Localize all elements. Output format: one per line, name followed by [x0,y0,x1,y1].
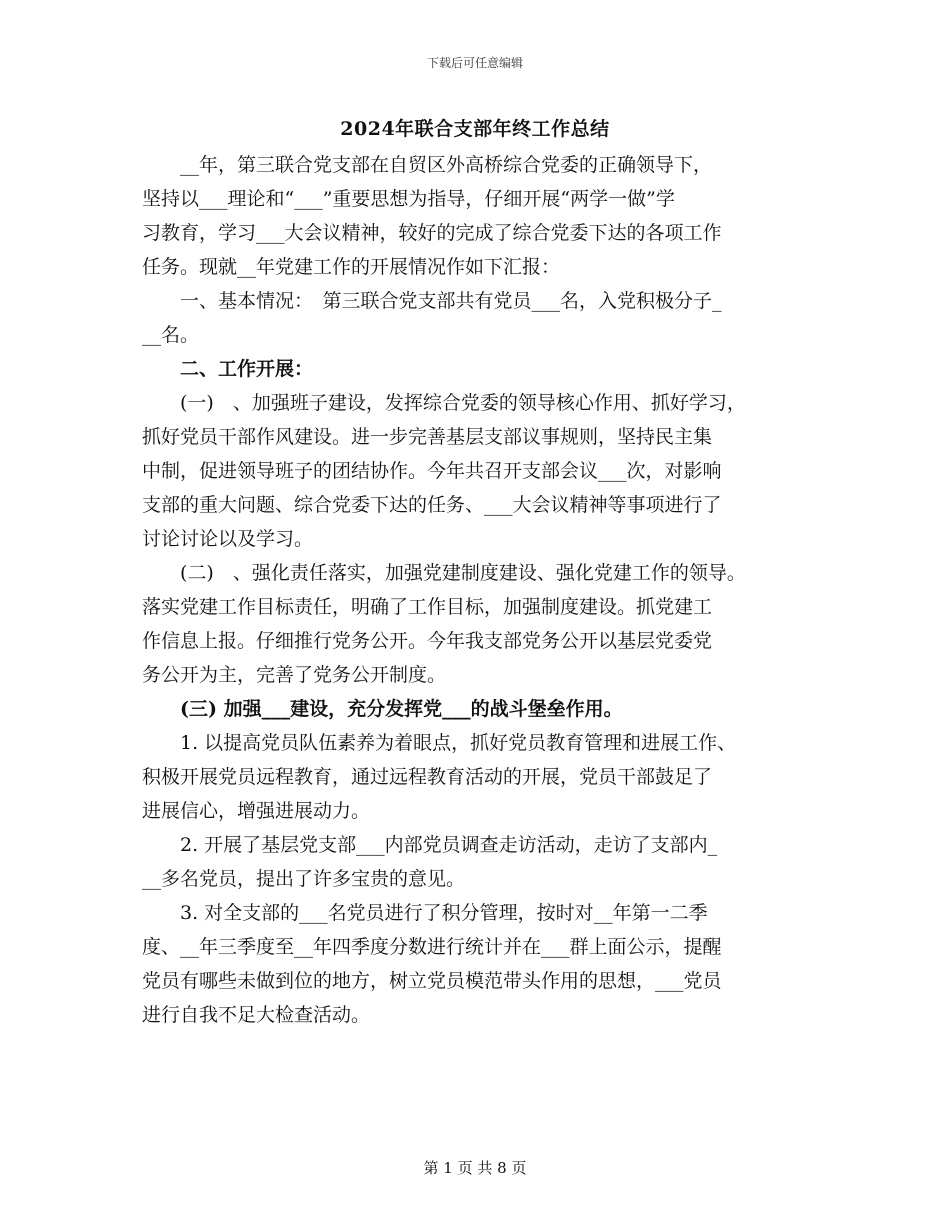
text-line: __多名党员，提出了许多宝贵的意见。 [142,868,466,890]
text-line: __年，第三联合党支部在自贸区外高桥综合党委的正确领导下， [142,154,713,176]
text-line: 2. 开展了基层党支部___内部党员调查走访活动，走访了支部内_ [142,834,718,856]
text-line: 讨论讨论以及学习。 [142,528,314,550]
text-line: 进展信心，增强进展动力。 [142,800,371,822]
text-line: 抓好党员干部作风建设。进一步完善基层支部议事规则，坚持民主集 [142,426,713,448]
text-line: 一、基本情况： 第三联合党支部共有党员___名，入党积极分子_ [142,290,722,312]
text-line: 务公开为主，完善了党务公开制度。 [142,664,447,686]
text-line: 作信息上报。仔细推行党务公开。今年我支部党务公开以基层党委党 [142,630,713,652]
text-line: 3. 对全支部的___名党员进行了积分管理，按时对__年第一二季 [142,902,708,924]
text-line: (二) 、强化责任落实，加强党建制度建设、强化党建工作的领导。 [142,562,746,584]
text-line: __名。 [142,324,200,346]
document-title: 2024年联合支部年终工作总结 [340,118,610,140]
text-line: 习教育，学习___大会议精神，较好的完成了综合党委下达的各项工作 [142,222,722,244]
document-body [142,148,810,1032]
text-line: 党员有哪些未做到位的地方，树立党员模范带头作用的思想，___党员 [142,970,722,992]
text-line: 坚持以___理论和“___”重要思想为指导，仔细开展“两学一做”学 [142,188,675,210]
text-line: 中制，促进领导班子的团结协作。今年共召开支部会议___次，对影响 [142,460,722,482]
text-line: (三) 加强___建设，充分发挥党___的战斗堡垒作用。 [142,698,623,720]
text-line: 积极开展党员远程教育，通过远程教育活动的开展，党员干部鼓足了 [142,766,713,788]
text-line: 支部的重大问题、综合党委下达的任务、___大会议精神等事项进行了 [142,494,722,516]
text-line: 进行自我不足大检查活动。 [142,1004,371,1026]
text-line: 任务。现就__年党建工作的开展情况作如下汇报： [142,256,561,278]
text-line: 度、__年三季度至__年四季度分数进行统计并在___群上面公示，提醒 [142,936,722,958]
page-footer: 第 1 页 共 8 页 [423,1159,527,1177]
text-line: 1. 以提高党员队伍素养为着眼点，抓好党员教育管理和进展工作、 [142,732,737,754]
text-line: 落实党建工作目标责任，明确了工作目标，加强制度建设。抓党建工 [142,596,713,618]
text-line: (一) 、加强班子建设，发挥综合党委的领导核心作用、抓好学习， [142,392,746,414]
text-line: 二、工作开展： [142,358,314,380]
header-note: 下载后可任意编辑 [426,56,523,70]
